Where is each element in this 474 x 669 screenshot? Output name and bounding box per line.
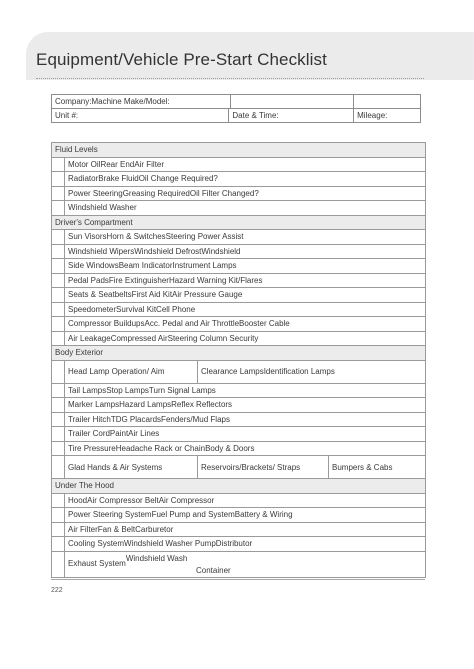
page-title: Equipment/Vehicle Pre-Start Checklist [36,50,327,69]
unit-field[interactable] [52,109,229,123]
model-field[interactable] [354,95,421,109]
company-divider [230,94,231,109]
company-field[interactable] [52,95,354,109]
exhaust-label: Exhaust System [68,558,126,568]
unit-label: Unit #: [55,111,79,120]
item-label: Air LeakageCompressed AirSteering Column Security [65,331,426,346]
item-label: Side WindowsBeam IndicatorInstrument Lamps [65,259,426,274]
list-item [52,244,426,259]
mileage-field[interactable] [354,109,421,123]
check-box[interactable] [52,456,65,479]
check-box[interactable] [52,427,65,442]
list-item [52,360,426,383]
check-box[interactable] [52,317,65,332]
list-item [52,427,426,442]
item-label: Tire PressureHeadache Rack or ChainBody & Doors [65,441,426,456]
check-box[interactable] [52,551,65,577]
list-item [52,288,426,303]
check-box[interactable] [52,230,65,245]
check-box[interactable] [52,157,65,172]
vehicle-info-table [51,94,421,123]
check-box[interactable] [52,201,65,216]
item-label: Windshield Washer [65,201,426,216]
list-item [52,186,426,201]
item-label: Windshield WipersWindshield DefrostWindshield [65,244,426,259]
item-label: Clearance LampsIdentification Lamps [198,360,426,383]
item-label: Trailer CordPaintAir Lines [65,427,426,442]
list-item [52,317,426,332]
item-label [65,551,426,577]
item-label: Glad Hands & Air Systems [65,456,198,479]
check-box[interactable] [52,412,65,427]
item-label: Bumpers & Cabs [329,456,426,479]
windshield-wash-label: Windshield Wash [125,553,188,563]
list-item [52,441,426,456]
list-item [52,551,426,577]
item-label: Compressor BuildupsAcc. Pedal and Air ThrottleBooster Cable [65,317,426,332]
check-box[interactable] [52,522,65,537]
list-item [52,157,426,172]
item-label: Marker LampsHazard LampsReflex Reflectors [65,398,426,413]
checklist-table [51,142,426,578]
check-box[interactable] [52,383,65,398]
item-label: Head Lamp Operation/ Aim [65,360,198,383]
item-label: Tail LampsStop LampsTurn Signal Lamps [65,383,426,398]
page-number: 222 [51,587,63,594]
list-item [52,537,426,552]
check-box[interactable] [52,331,65,346]
container-label: Container [196,565,231,575]
item-label: RadiatorBrake FluidOil Change Required? [65,172,426,187]
item-label: Seats & SeatbeltsFirst Aid KitAir Pressure Gauge [65,288,426,303]
check-box[interactable] [52,441,65,456]
item-label: Trailer HitchTDG PlacardsFenders/Mud Flaps [65,412,426,427]
list-item [52,259,426,274]
date-field[interactable] [229,109,354,123]
section-title: Body Exterior [52,346,426,361]
list-item [52,230,426,245]
info-row-unit [52,109,421,123]
check-box[interactable] [52,288,65,303]
item-label: Pedal PadsFire ExtinguisherHazard Warning Kit/Flares [65,273,426,288]
section-header-drivers-compartment [52,215,426,230]
list-item [52,331,426,346]
list-item [52,508,426,523]
list-item [52,302,426,317]
section-header-fluid-levels [52,143,426,158]
check-box[interactable] [52,360,65,383]
list-item [52,412,426,427]
check-box[interactable] [52,398,65,413]
section-title: Driver's Compartment [52,215,426,230]
info-row-company [52,95,421,109]
check-box[interactable] [52,302,65,317]
check-box[interactable] [52,537,65,552]
list-item [52,398,426,413]
list-item [52,522,426,537]
bottom-divider [51,579,425,580]
list-item [52,172,426,187]
item-label: Power Steering SystemFuel Pump and SystemBattery & Wiring [65,508,426,523]
section-title: Under The Hood [52,479,426,494]
title-divider [36,78,424,79]
list-item [52,273,426,288]
check-box[interactable] [52,259,65,274]
check-box[interactable] [52,244,65,259]
date-label: Date & Time: [232,111,279,120]
item-label: Cooling SystemWindshield Washer PumpDistributor [65,537,426,552]
section-header-under-the-hood [52,479,426,494]
list-item [52,456,426,479]
item-label: SpeedometerSurvival KitCell Phone [65,302,426,317]
list-item [52,201,426,216]
company-label: Company:Machine Make/Model: [55,97,170,106]
check-box[interactable] [52,186,65,201]
item-label: Reservoirs/Brackets/ Straps [198,456,329,479]
item-label: Air FilterFan & BeltCarburetor [65,522,426,537]
check-box[interactable] [52,273,65,288]
section-title: Fluid Levels [52,143,426,158]
item-label: Power SteeringGreasing RequiredOil Filter Changed? [65,186,426,201]
list-item [52,493,426,508]
item-label: Sun VisorsHorn & SwitchesSteering Power Assist [65,230,426,245]
item-label: Motor OilRear EndAir Filter [65,157,426,172]
item-label: HoodAir Compressor BeltAir Compressor [65,493,426,508]
list-item [52,383,426,398]
section-header-body-exterior [52,346,426,361]
check-box[interactable] [52,172,65,187]
mileage-label: Mileage: [357,111,388,120]
check-box[interactable] [52,508,65,523]
check-box[interactable] [52,493,65,508]
